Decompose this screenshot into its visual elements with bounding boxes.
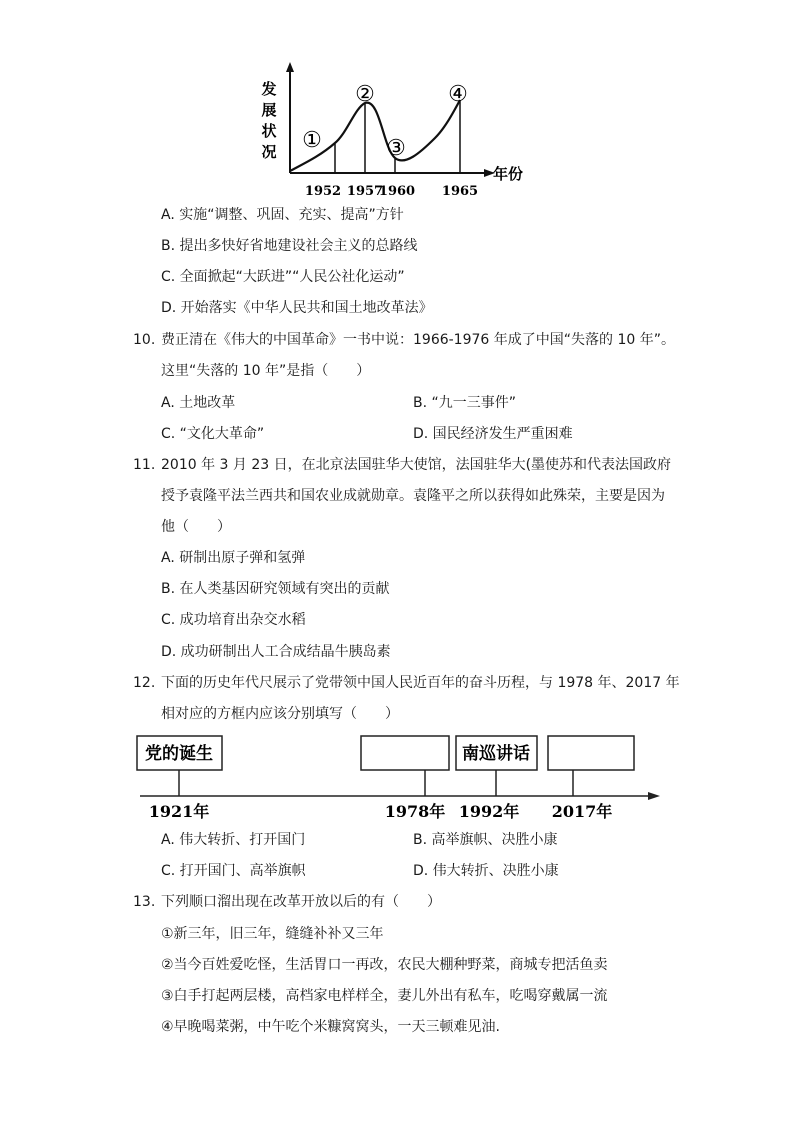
x-label: 年份 bbox=[493, 165, 524, 183]
q10-stem-line2: 这里“失落的 10 年”是指（ ） bbox=[161, 363, 371, 379]
y-label-char-1: 发 bbox=[261, 80, 277, 98]
q10-number: 10. bbox=[133, 332, 156, 348]
q11-stem-line2: 授予袁隆平法兰西共和国农业成就勋章。袁隆平之所以获得如此殊荣，主要是因为 bbox=[161, 488, 665, 504]
timeline-year-2017: 2017年 bbox=[551, 802, 613, 821]
marker-1: ① bbox=[302, 128, 322, 153]
q10-stem-line1: 费正清在《伟大的中国革命》一书中说：1966-1976 年成了中国“失落的 10 年”。 bbox=[161, 332, 675, 348]
marker-4: ④ bbox=[448, 82, 468, 107]
y-label-char-4: 况 bbox=[261, 143, 277, 161]
q9-option-b: B. 提出多快好省地建设社会主义的总路线 bbox=[161, 238, 418, 254]
q11-option-d: D. 成功研制出人工合成结晶牛胰岛素 bbox=[161, 644, 391, 660]
q12-option-d: D. 伟大转折、决胜小康 bbox=[413, 863, 559, 879]
q12-option-c: C. 打开国门、高举旗帜 bbox=[161, 863, 306, 879]
q11-option-a: A. 研制出原子弹和氢弹 bbox=[161, 550, 306, 566]
marker-3: ③ bbox=[386, 136, 406, 161]
y-label-char-3: 状 bbox=[261, 122, 277, 140]
q13-stem: 下列顺口溜出现在改革开放以后的有（ ） bbox=[161, 894, 441, 910]
q11-option-c: C. 成功培育出杂交水稻 bbox=[161, 612, 306, 628]
timeline-box-1921-label: 党的诞生 bbox=[145, 744, 213, 764]
q11-stem-line1: 2010 年 3 月 23 日，在北京法国驻华大使馆，法国驻华大(墨使苏和代表法国政府 bbox=[161, 457, 672, 473]
marker-2: ② bbox=[355, 82, 375, 107]
q11-option-b: B. 在人类基因研究领域有突出的贡献 bbox=[161, 581, 390, 597]
timeline-year-1978: 1978年 bbox=[384, 802, 446, 821]
history-timeline bbox=[130, 730, 670, 825]
timeline-box-1978 bbox=[361, 736, 449, 770]
q10-option-d: D. 国民经济发生严重困难 bbox=[413, 426, 573, 442]
timeline-year-1992: 1992年 bbox=[458, 802, 520, 821]
timeline-box-2017 bbox=[548, 736, 634, 770]
y-axis-arrow bbox=[286, 62, 294, 72]
q12-number: 12. bbox=[133, 675, 156, 691]
q9-option-d: D. 开始落实《中华人民共和国土地改革法》 bbox=[161, 300, 433, 316]
timeline-arrow bbox=[648, 792, 660, 800]
q9-option-a: A. 实施“调整、巩固、充实、提高”方针 bbox=[161, 207, 404, 223]
q9-option-c: C. 全面掀起“大跃进”“人民公社化运动” bbox=[161, 269, 405, 285]
q13-item-3: ③白手打起两层楼，高档家电样样全，妻儿外出有私车，吃喝穿戴属一流 bbox=[161, 988, 608, 1004]
q12-option-a: A. 伟大转折、打开国门 bbox=[161, 832, 306, 848]
q13-item-2: ②当今百姓爱吃怪，生活胃口一再改，农民大棚种野菜，商城专把活鱼卖 bbox=[161, 957, 608, 973]
x-tick-1965: 1965 bbox=[441, 184, 479, 199]
timeline-box-1992-label: 南巡讲话 bbox=[462, 744, 530, 764]
timeline-year-1921: 1921年 bbox=[148, 802, 210, 821]
q13-item-1: ①新三年，旧三年，缝缝补补又三年 bbox=[161, 926, 384, 942]
y-label-char-2: 展 bbox=[261, 101, 277, 119]
q12-stem-line2: 相对应的方框内应该分别填写（ ） bbox=[161, 706, 399, 722]
x-tick-1960: 1960 bbox=[378, 184, 416, 199]
q10-option-a: A. 土地改革 bbox=[161, 395, 236, 411]
x-tick-1952: 1952 bbox=[304, 184, 342, 199]
q12-option-b: B. 高举旗帜、决胜小康 bbox=[413, 832, 558, 848]
q10-option-c: C. “文化大革命” bbox=[161, 426, 265, 442]
q11-stem-line3: 他（ ） bbox=[161, 519, 231, 535]
development-chart bbox=[255, 58, 545, 208]
q13-item-4: ④早晚喝菜粥，中午吃个米糠窝窝头，一天三顿难见油. bbox=[161, 1019, 500, 1035]
q13-number: 13. bbox=[133, 894, 156, 910]
q11-number: 11. bbox=[133, 457, 156, 473]
q12-stem-line1: 下面的历史年代尺展示了党带领中国人民近百年的奋斗历程，与 1978 年、2017 年 bbox=[161, 675, 680, 691]
x-tick-1957: 1957 bbox=[346, 184, 384, 199]
q10-option-b: B. “九一三事件” bbox=[413, 395, 517, 411]
